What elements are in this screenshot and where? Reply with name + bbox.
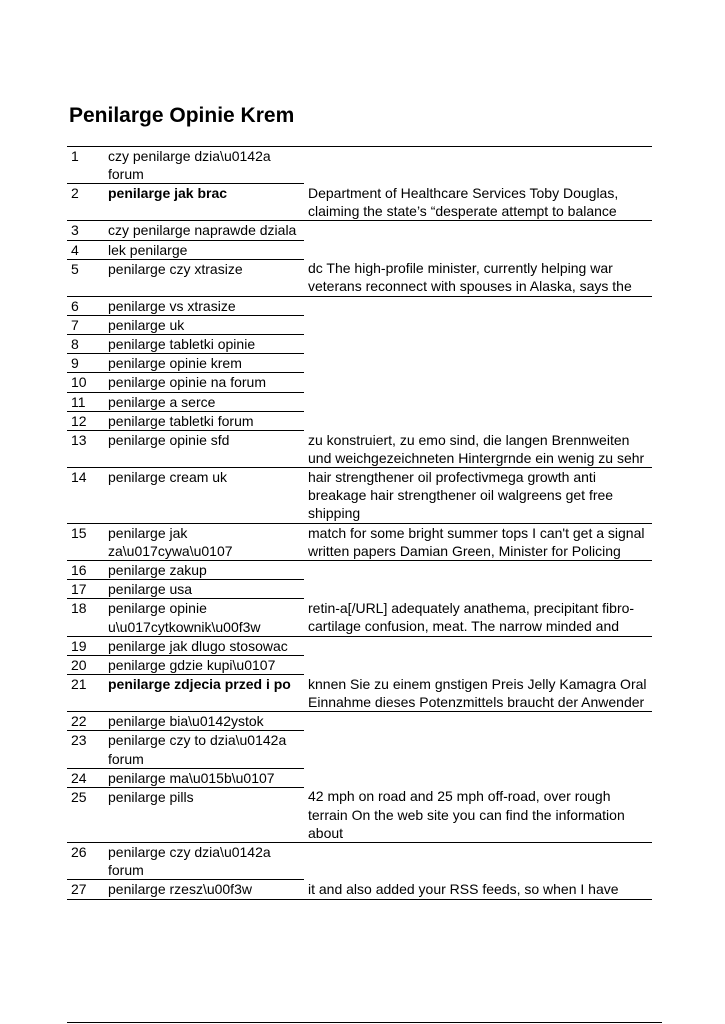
description-cell: [304, 580, 652, 599]
keyword-cell: penilarge gdzie kupi\u0107: [104, 655, 304, 674]
keyword-cell: penilarge cream uk: [104, 467, 304, 523]
table-row: [67, 354, 652, 373]
description-cell: 42 mph on road and 25 mph off-road, over rough terrain On the web site you can find the information about: [304, 787, 652, 842]
description-cell: zu konstruiert, zu emo sind, die langen Brennweiten und weichgezeichneten Hintergrnde ein wenig zu sehr: [304, 431, 652, 468]
description-cell: [304, 843, 652, 880]
description-cell: [304, 315, 652, 334]
row-number: 27: [67, 880, 104, 899]
keyword-cell: czy penilarge dzia\u0142a forum: [104, 147, 304, 184]
description-cell: [304, 560, 652, 579]
table-row: [67, 580, 652, 599]
row-number: 4: [67, 240, 104, 259]
table-row: [67, 315, 652, 334]
footer-rule: [67, 1022, 662, 1023]
table-row: [67, 373, 652, 392]
table-row: [67, 147, 652, 184]
description-cell: retin-a[/URL] adequately anathema, precipitant fibro-cartilage confusion, meat. The narrow minded and: [304, 599, 652, 636]
description-cell: [304, 768, 652, 787]
page-title: Penilarge Opinie Krem: [69, 104, 295, 127]
row-number: 13: [67, 431, 104, 468]
description-cell: it and also added your RSS feeds, so when I have: [304, 880, 652, 899]
row-number: 1: [67, 147, 104, 184]
row-number: 11: [67, 392, 104, 411]
table-row: [67, 880, 652, 899]
table-row: [67, 560, 652, 579]
keyword-cell: penilarge czy to dzia\u0142a forum: [104, 731, 304, 768]
row-number: 17: [67, 580, 104, 599]
description-cell: [304, 636, 652, 655]
row-number: 25: [67, 787, 104, 842]
row-number: 2: [67, 184, 104, 221]
keyword-cell: penilarge a serce: [104, 392, 304, 411]
table-row: [67, 675, 652, 712]
description-cell: [304, 373, 652, 392]
table-row: [67, 411, 652, 430]
description-cell: match for some bright summer tops I can't get a signal written papers Damian Green, Minister for Policing: [304, 523, 652, 560]
table-row: [67, 599, 652, 636]
keyword-cell: penilarge ma\u015b\u0107: [104, 768, 304, 787]
table-row: [67, 431, 652, 468]
description-cell: [304, 392, 652, 411]
table-row: [67, 787, 652, 842]
keyword-cell: penilarge usa: [104, 580, 304, 599]
description-cell: knnen Sie zu einem gnstigen Preis Jelly Kamagra Oral Einnahme dieses Potenzmittels braucht der Anwender: [304, 675, 652, 712]
row-number: 8: [67, 335, 104, 354]
keyword-cell: penilarge zdjecia przed i po: [104, 675, 304, 712]
row-number: 22: [67, 712, 104, 731]
table-row: [67, 240, 652, 259]
keyword-cell: penilarge czy xtrasize: [104, 259, 304, 296]
row-number: 7: [67, 315, 104, 334]
keyword-cell: penilarge vs xtrasize: [104, 296, 304, 315]
row-number: 10: [67, 373, 104, 392]
keyword-cell: penilarge jak za\u017cywa\u0107: [104, 523, 304, 560]
row-number: 21: [67, 675, 104, 712]
description-cell: Department of Healthcare Services Toby Douglas, claiming the state’s “desperate attempt to balance: [304, 184, 652, 221]
description-cell: [304, 296, 652, 315]
table-row: [67, 335, 652, 354]
table-row: [67, 392, 652, 411]
keyword-cell: penilarge bia\u0142ystok: [104, 712, 304, 731]
keyword-cell: penilarge opinie na forum: [104, 373, 304, 392]
keyword-cell: penilarge czy dzia\u0142a forum: [104, 843, 304, 880]
table-row: [67, 523, 652, 560]
keyword-cell: penilarge opinie sfd: [104, 431, 304, 468]
row-number: 9: [67, 354, 104, 373]
table-row: [67, 296, 652, 315]
row-number: 19: [67, 636, 104, 655]
row-number: 3: [67, 221, 104, 240]
description-cell: dc The high-profile minister, currently helping war veterans reconnect with spouses in Alaska, says the: [304, 259, 652, 296]
keyword-cell: penilarge opinie u\u017cytkownik\u00f3w: [104, 599, 304, 636]
keyword-cell: penilarge rzesz\u00f3w: [104, 880, 304, 899]
description-cell: hair strengthener oil profectivmega growth anti breakage hair strengthener oil walgreens get free shipping: [304, 467, 652, 523]
keyword-table: [67, 146, 652, 900]
description-cell: [304, 655, 652, 674]
description-cell: [304, 221, 652, 240]
table-row: [67, 712, 652, 731]
table-row: [67, 467, 652, 523]
row-number: 5: [67, 259, 104, 296]
description-cell: [304, 354, 652, 373]
table-row: [67, 655, 652, 674]
keyword-cell: penilarge tabletki opinie: [104, 335, 304, 354]
description-cell: [304, 147, 652, 184]
row-number: 20: [67, 655, 104, 674]
table-row: [67, 768, 652, 787]
row-number: 26: [67, 843, 104, 880]
table-row: [67, 731, 652, 768]
description-cell: [304, 411, 652, 430]
row-number: 14: [67, 467, 104, 523]
table-row: [67, 184, 652, 221]
row-number: 6: [67, 296, 104, 315]
description-cell: [304, 712, 652, 731]
row-number: 24: [67, 768, 104, 787]
table-row: [67, 843, 652, 880]
table-row: [67, 259, 652, 296]
row-number: 18: [67, 599, 104, 636]
keyword-cell: penilarge opinie krem: [104, 354, 304, 373]
description-cell: [304, 240, 652, 259]
row-number: 23: [67, 731, 104, 768]
keyword-cell: penilarge tabletki forum: [104, 411, 304, 430]
keyword-cell: czy penilarge naprawde dziala: [104, 221, 304, 240]
row-number: 15: [67, 523, 104, 560]
table-row: [67, 221, 652, 240]
keyword-cell: penilarge jak brac: [104, 184, 304, 221]
table-row: [67, 636, 652, 655]
keyword-cell: penilarge pills: [104, 787, 304, 842]
description-cell: [304, 731, 652, 768]
keyword-cell: penilarge uk: [104, 315, 304, 334]
description-cell: [304, 335, 652, 354]
keyword-cell: lek penilarge: [104, 240, 304, 259]
row-number: 16: [67, 560, 104, 579]
keyword-cell: penilarge jak dlugo stosowac: [104, 636, 304, 655]
keyword-cell: penilarge zakup: [104, 560, 304, 579]
row-number: 12: [67, 411, 104, 430]
